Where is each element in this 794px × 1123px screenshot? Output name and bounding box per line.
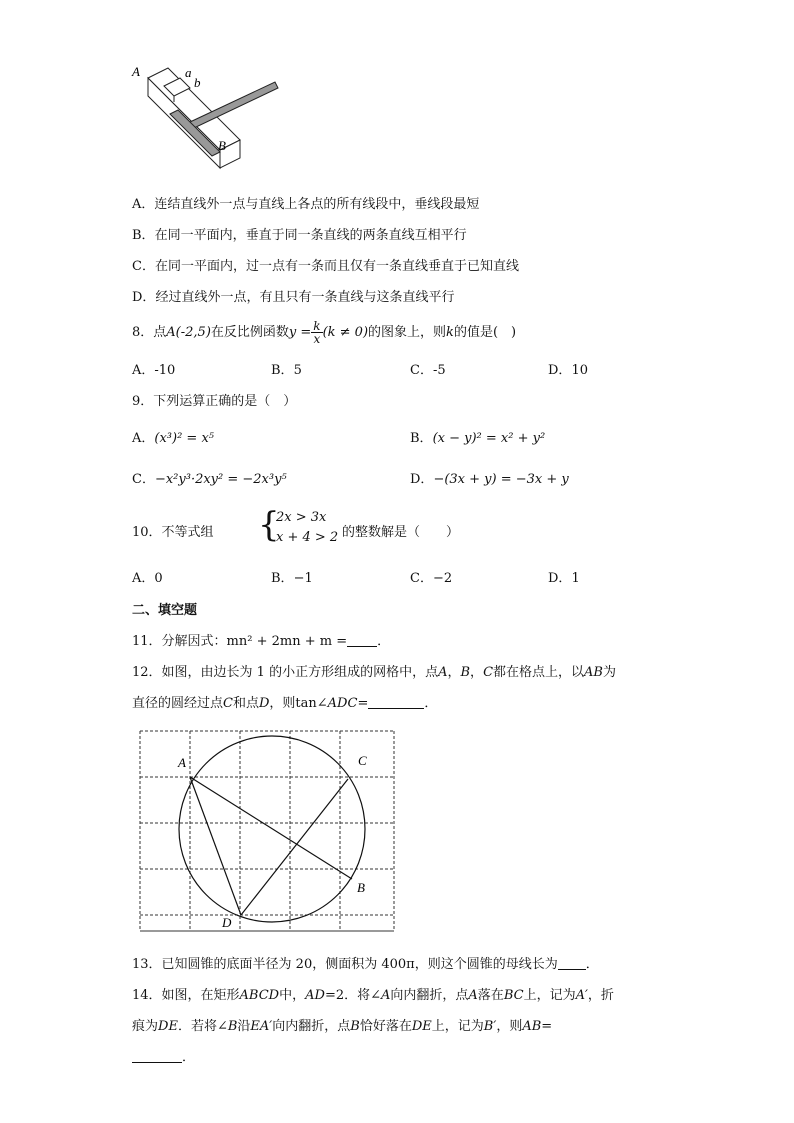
q9-option-b: B．(x − y)² = x² + y² <box>410 431 546 446</box>
q11: 11．分解因式：mn² + 2mn + m = ． <box>132 634 391 649</box>
q8-option-d: D．10 <box>548 363 588 378</box>
figure1-label-A: A <box>132 64 140 79</box>
q7-option-b: B．在同一平面内，垂直于同一条直线的两条直线互相平行 <box>132 228 467 243</box>
q9-option-d: D．−(3x + y) = −3x + y <box>410 472 569 487</box>
q8-option-a: A．-10 <box>132 363 176 378</box>
section-heading: 二、填空题 <box>132 603 198 618</box>
ruler-figure <box>130 60 290 170</box>
q7-option-d: D．经过直线外一点，有且只有一条直线与这条直线平行 <box>132 290 455 305</box>
q13: 13．已知圆锥的底面半径为 20，侧面积为 400π，则这个圆锥的母线长为 ． <box>132 957 599 972</box>
q9-option-a: A．(x³)² = x⁵ <box>132 431 214 446</box>
figure1-label-a: a <box>185 65 192 80</box>
circle-grid-figure <box>130 725 405 935</box>
q9-stem: 9．下列运算正确的是（ ） <box>132 394 297 409</box>
q8-stem: 8．点A(-2,5)在反比例函数y = $\frac{k}{x}$ (k ≠ 0)的图象上，则k的值是( ) <box>132 319 517 346</box>
q10-option-c: C．−2 <box>410 571 453 586</box>
q14-line1: 14．如图，在矩形ABCD中，AD=2．将∠A向内翻折，点A落在BC上，记为A′，折 <box>132 988 614 1003</box>
q9-option-c: C．−x²y³·2xy² = −2x³y⁵ <box>132 472 287 487</box>
figure1-label-B: B <box>218 138 226 153</box>
q14-line2: 痕为DE．若将∠B沿EA′向内翻折，点B恰好落在DE上，记为B′，则AB= <box>132 1019 553 1034</box>
q7-option-a: A．连结直线外一点与直线上各点的所有线段中，垂线段最短 <box>132 197 480 212</box>
figure1-label-b: b <box>194 75 201 90</box>
q10-option-b: B．−1 <box>271 571 313 586</box>
figure2-label-B: B <box>357 880 365 895</box>
q12-line2: 直径的圆经过点C和点D，则tan∠ADC= ． <box>132 696 438 711</box>
figure2-label-D: D <box>222 915 232 930</box>
q8-option-c: C．-5 <box>410 363 446 378</box>
q12-line1: 12．如图，由边长为 1 的小正方形组成的网格中，点A，B，C都在格点上，以AB为 <box>132 665 616 680</box>
q10-option-d: D．1 <box>548 571 580 586</box>
figure2-label-C: C <box>358 753 367 768</box>
figure2-label-A: A <box>178 755 186 770</box>
q7-option-c: C．在同一平面内，过一点有一条而且仅有一条直线垂直于已知直线 <box>132 259 519 274</box>
q10-option-a: A．0 <box>132 571 163 586</box>
q14-line3: ． <box>132 1046 195 1065</box>
q8-option-b: B．5 <box>271 363 302 378</box>
